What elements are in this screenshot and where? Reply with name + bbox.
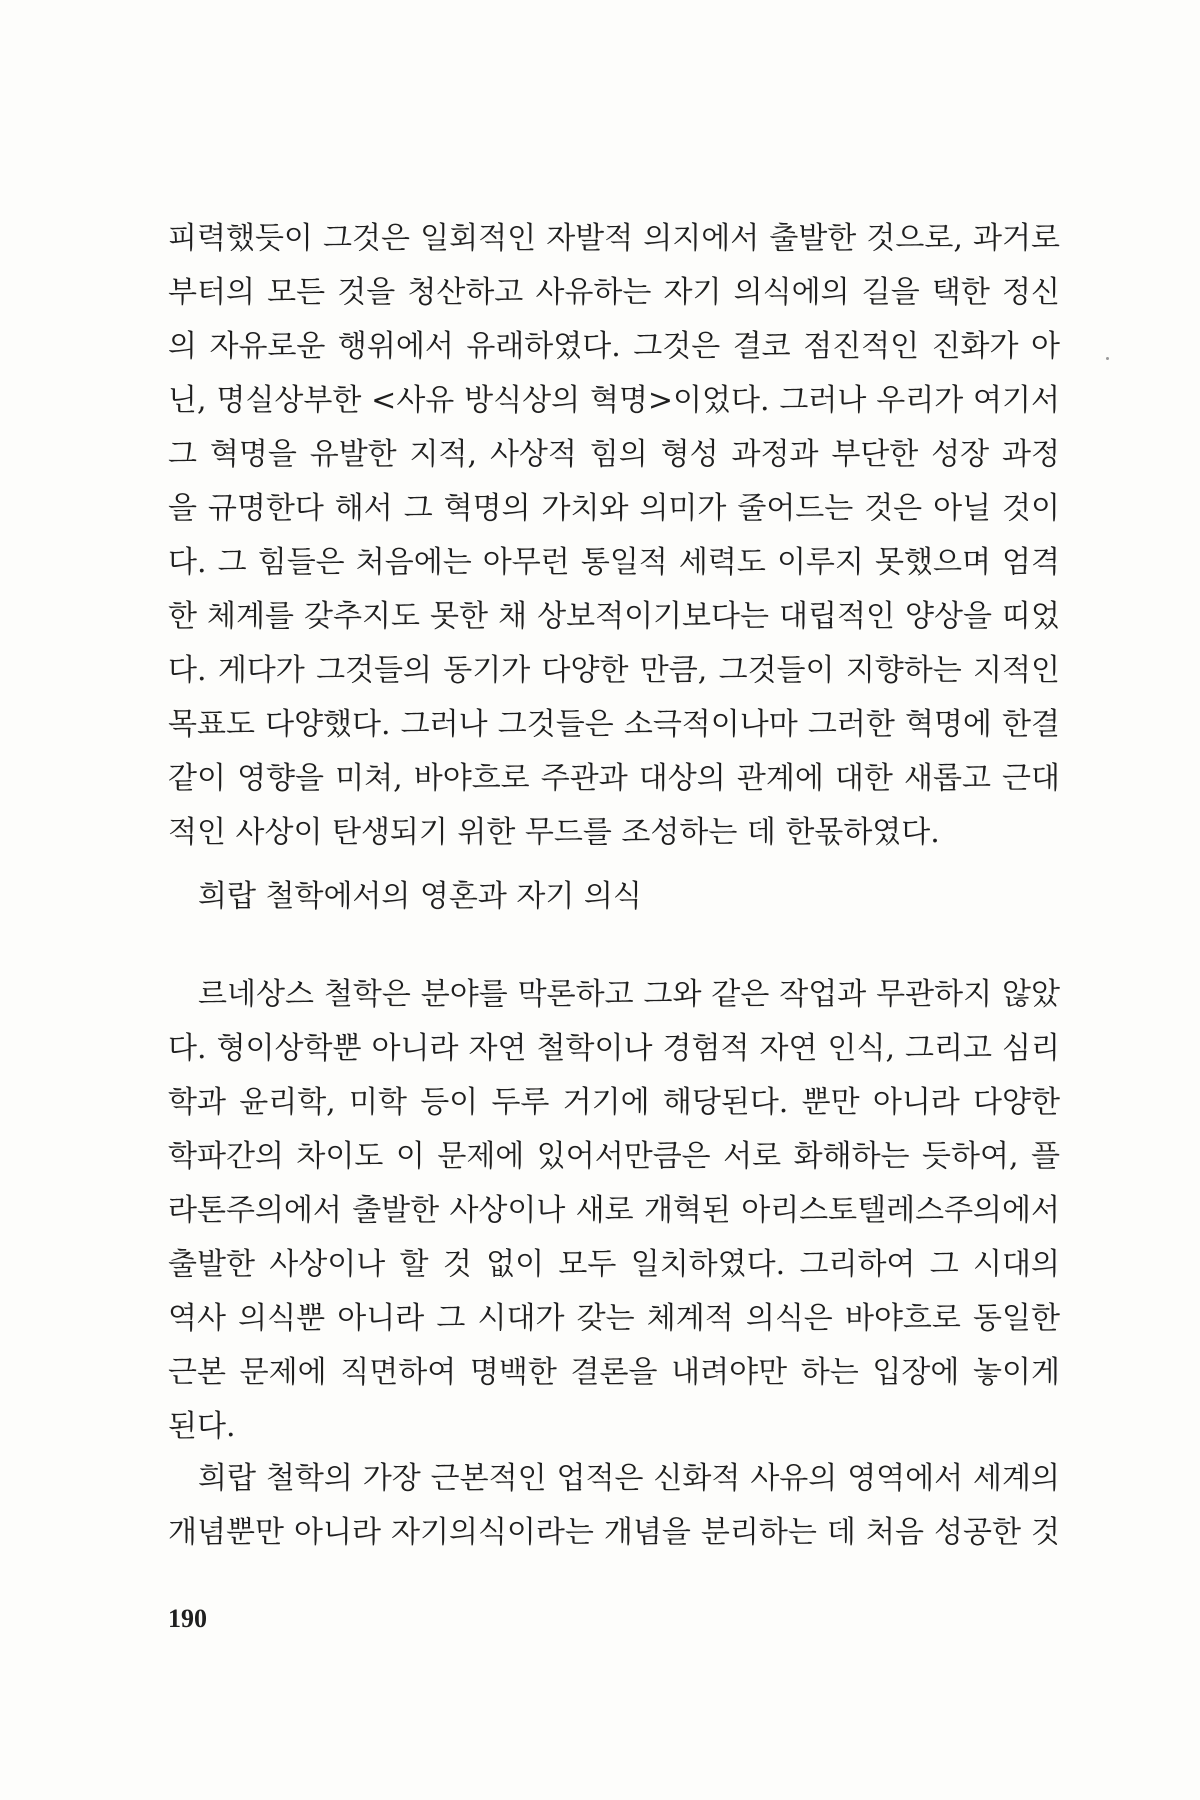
text-line: 근본 문제에 직면하여 명백한 결론을 내려야만 하는 입장에 놓이게 [168, 1355, 1060, 1390]
text-line: 한 체계를 갖추지도 못한 채 상보적이기보다는 대립적인 양상을 띠었 [168, 599, 1060, 634]
text-line: 다. 형이상학뿐 아니라 자연 철학이나 경험적 자연 인식, 그리고 심리 [168, 1031, 1060, 1066]
paragraph-3 [168, 1452, 1060, 1560]
text-line: 학파간의 차이도 이 문제에 있어서만큼은 서로 화해하는 듯하여, 플 [168, 1139, 1060, 1174]
text-line: 목표도 다양했다. 그러나 그것들은 소극적이나마 그러한 혁명에 한결 [168, 707, 1060, 742]
text-line: 적인 사상이 탄생되기 위한 무드를 조성하는 데 한몫하였다. [168, 815, 940, 850]
text-line: 다. 그 힘들은 처음에는 아무런 통일적 세력도 이루지 못했으며 엄격 [168, 545, 1060, 580]
text-line: 부터의 모든 것을 청산하고 사유하는 자기 의식에의 길을 택한 정신 [168, 275, 1060, 310]
text-line: 을 규명한다 해서 그 혁명의 가치와 의미가 줄어드는 것은 아닐 것이 [168, 491, 1060, 526]
paragraph-2 [168, 968, 1060, 1454]
text-line: 역사 의식뿐 아니라 그 시대가 갖는 체계적 의식은 바야흐로 동일한 [168, 1301, 1060, 1336]
text-line: 같이 영향을 미쳐, 바야흐로 주관과 대상의 관계에 대한 새롭고 근대 [168, 761, 1060, 796]
section-heading: 희랍 철학에서의 영혼과 자기 의식 [198, 879, 642, 914]
paragraph-1 [168, 212, 1060, 860]
text-line: 학과 윤리학, 미학 등이 두루 거기에 해당된다. 뿐만 아니라 다양한 [168, 1085, 1060, 1120]
text-line: 출발한 사상이나 할 것 없이 모두 일치하였다. 그리하여 그 시대의 [168, 1247, 1060, 1282]
text-line: 그 혁명을 유발한 지적, 사상적 힘의 형성 과정과 부단한 성장 과정 [168, 437, 1060, 472]
text-line: 의 자유로운 행위에서 유래하였다. 그것은 결코 점진적인 진화가 아 [168, 329, 1060, 364]
scan-speck [1106, 357, 1109, 360]
text-line: 된다. [168, 1409, 236, 1444]
page-number: 190 [168, 1604, 207, 1633]
text-line: 다. 게다가 그것들의 동기가 다양한 만큼, 그것들이 지향하는 지적인 [168, 653, 1060, 688]
text-line: 닌, 명실상부한 <사유 방식상의 혁명>이었다. 그러나 우리가 여기서 [168, 383, 1060, 418]
text-line: 개념뿐만 아니라 자기의식이라는 개념을 분리하는 데 처음 성공한 것 [168, 1515, 1060, 1550]
text-line: 라톤주의에서 출발한 사상이나 새로 개혁된 아리스토텔레스주의에서 [168, 1193, 1060, 1228]
text-line: 피력했듯이 그것은 일회적인 자발적 의지에서 출발한 것으로, 과거로 [168, 221, 1060, 256]
text-line: 희랍 철학의 가장 근본적인 업적은 신화적 사유의 영역에서 세계의 [198, 1461, 1060, 1496]
text-line: 르네상스 철학은 분야를 막론하고 그와 같은 작업과 무관하지 않았 [198, 977, 1060, 1012]
